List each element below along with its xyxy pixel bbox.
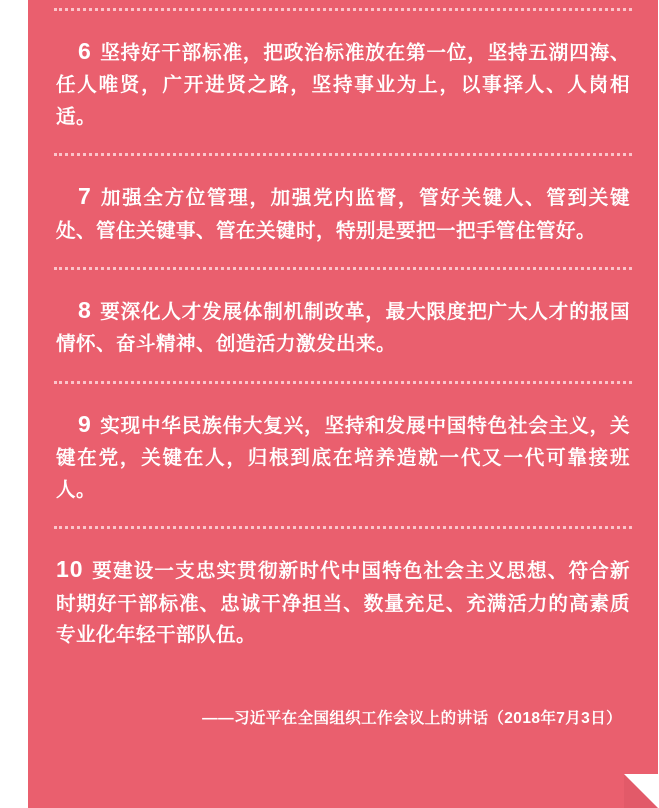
quote-item-10: [50, 529, 636, 671]
quote-body-10: 要建设一支忠实贯彻新时代中国特色社会主义思想、符合新时期好干部标准、忠诚干净担当、数量充足、充满活力的高素质专业化年轻干部队伍。: [56, 560, 630, 647]
quote-text-6: [56, 33, 630, 133]
quote-number-9: 9: [78, 411, 92, 438]
quote-item-9: [50, 384, 636, 526]
page-fold-corner: [624, 774, 658, 808]
quote-item-6: [50, 11, 636, 153]
quote-number-7: 7: [78, 183, 92, 210]
poster-card: [28, 0, 658, 808]
quote-number-8: 8: [78, 297, 92, 324]
poster-content: [28, 8, 658, 808]
divider-4: [54, 526, 632, 529]
quote-body-7: 加强全方位管理，加强党内监督，管好关键人、管到关键处、管住关键事、管在关键时，特别是要把一把手管住管好。: [56, 187, 630, 242]
quote-item-8: [50, 270, 636, 381]
quote-body-8: 要深化人才发展体制机制改革，最大限度把广大人才的报国情怀、奋斗精神、创造活力激发出来。: [56, 301, 630, 356]
quote-number-6: 6: [78, 38, 92, 64]
quote-body-6: 坚持好干部标准，把政治标准放在第一位，坚持五湖四海、任人唯贤，广开进贤之路，坚持事业为上，以事择人、人岗相适。: [56, 42, 630, 128]
divider-3: [54, 381, 632, 384]
quote-text-9: [56, 406, 630, 506]
quote-item-7: [50, 156, 636, 267]
quote-text-10: [56, 551, 630, 651]
divider-top: [54, 8, 632, 11]
quote-text-8: [56, 292, 630, 361]
quote-text-7: [56, 178, 630, 247]
quote-body-9: 实现中华民族伟大复兴，坚持和发展中国特色社会主义，关键在党，关键在人，归根到底在培养造就一代又一代可靠接班人。: [56, 415, 630, 501]
bottom-spacer: [50, 728, 636, 754]
divider-1: [54, 153, 632, 156]
source-attribution: ——习近平在全国组织工作会议上的讲话（2018年7月3日）: [202, 709, 622, 727]
quote-number-10: 10: [56, 556, 84, 583]
divider-2: [54, 267, 632, 270]
